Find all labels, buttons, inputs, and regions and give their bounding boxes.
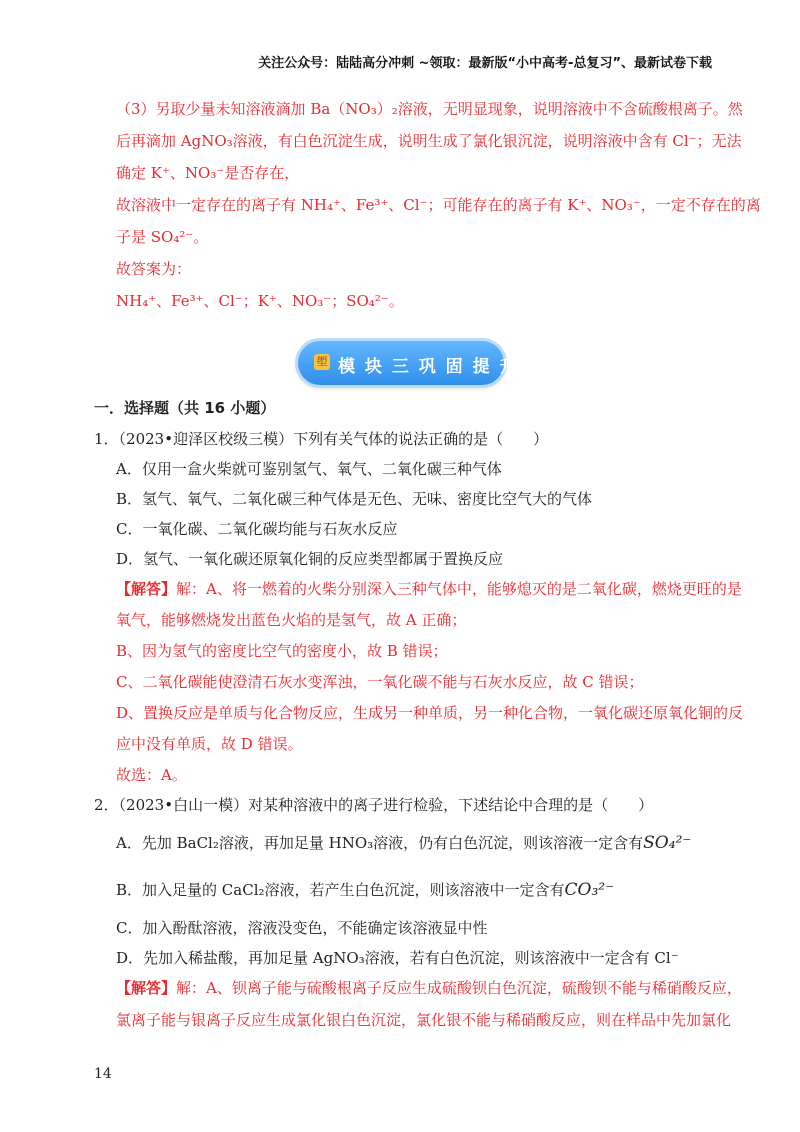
answer-line: C、二氧化碳能使澄清石灰水变浑浊，一氧化碳不能与石灰水反应，故 C 错误； [116,673,644,691]
answer-line: NH₄⁺、Fe³⁺、Cl⁻；K⁺、NO₃⁻；SO₄²⁻。 [116,292,404,310]
answer-tag: 【解答】 [116,580,177,598]
answer-line: D、置换反应是单质与化合物反应，生成另一种单质，另一种化合物，一氧化碳还原氧化铜的反 [116,704,744,722]
answer-line: 确定 K⁺、NO₃⁻是否存在， [116,164,300,182]
answer-line: 故溶液中一定存在的离子有 NH₄⁺、Fe³⁺、Cl⁻；可能存在的离子有 K⁺、NO₃⁻，一定不存在的离 [116,196,761,214]
book-icon: 塱 [314,354,330,370]
page-header: 关注公众号：陆陆高分冲刺 ~领取：最新版“小中高考-总复习”、最新试卷下载 [258,56,712,71]
answer-tag: 【解答】 [116,979,177,997]
answer-line [116,579,742,599]
option-b [116,880,614,900]
answer-line: 氧气，能够燃烧发出蓝色火焰的是氢气，故 A 正确； [116,611,467,629]
option-c: C．一氧化碳、二氧化碳均能与石灰水反应 [116,520,398,538]
answer-line: B、因为氢气的密度比空气的密度小，故 B 错误； [116,642,448,660]
answer-line: 故答案为： [116,260,192,278]
answer-line: 故选：A。 [116,766,187,784]
formula: CO₃²⁻ [564,880,615,900]
option-c: C．加入酚酞溶液，溶液没变色，不能确定该溶液显中性 [116,919,488,937]
option-d: D．氢气、一氧化碳还原氧化铜的反应类型都属于置换反应 [116,550,504,568]
option-a [116,833,691,853]
question-stem: 2．（2023•白山一模）对某种溶液中的离子进行检验，下述结论中合理的是（ ） [94,796,654,814]
answer-line: 子是 SO₄²⁻。 [116,228,209,246]
question-stem: 1．（2023•迎泽区校级三模）下列有关气体的说法正确的是（ ） [94,430,549,448]
answer-line [116,978,742,998]
option-text: B．加入足量的 CaCl₂溶液，若产生白色沉淀，则该溶液中一定含有 [116,881,565,899]
answer-text: 解：A、钡离子能与硫酸根离子反应生成硫酸钡白色沉淀，硫酸钡不能与稀硝酸反应， [176,979,742,997]
option-b: B．氢气、氧气、二氧化碳三种气体是无色、无味、密度比空气大的气体 [116,490,593,508]
answer-line: （3）另取少量未知溶液滴加 Ba（NO₃）₂溶液，无明显现象，说明溶液中不含硫酸根离子。然 [116,100,743,118]
section-banner [298,341,519,385]
answer-line: 应中没有单质，故 D 错误。 [116,735,303,753]
page-number: 14 [94,1066,112,1082]
section-heading: 一．选择题（共 16 小题） [94,399,276,417]
banner-title: 模 块 三 巩 固 提 升 [338,357,519,377]
answer-text: 解：A、将一燃着的火柴分别深入三种气体中，能够熄灭的是二氧化碳，燃烧更旺的是 [176,580,742,598]
formula: SO₄²⁻ [643,833,692,853]
option-a: A．仅用一盒火柴就可鉴别氢气、氧气、二氧化碳三种气体 [116,460,502,478]
option-d: D．先加入稀盐酸，再加足量 AgNO₃溶液，若有白色沉淀，则该溶液中一定含有 Cl⁻ [116,949,679,967]
answer-line: 后再滴加 AgNO₃溶液，有白色沉淀生成，说明生成了氯化银沉淀，说明溶液中含有 Cl⁻；无法 [116,132,742,150]
answer-line: 氯离子能与银离子反应生成氯化银白色沉淀，氯化银不能与稀硝酸反应，则在样品中先加氯化 [116,1011,732,1029]
option-text: A．先加 BaCl₂溶液，再加足量 HNO₃溶液，仍有白色沉淀，则该溶液一定含有 [116,834,644,852]
